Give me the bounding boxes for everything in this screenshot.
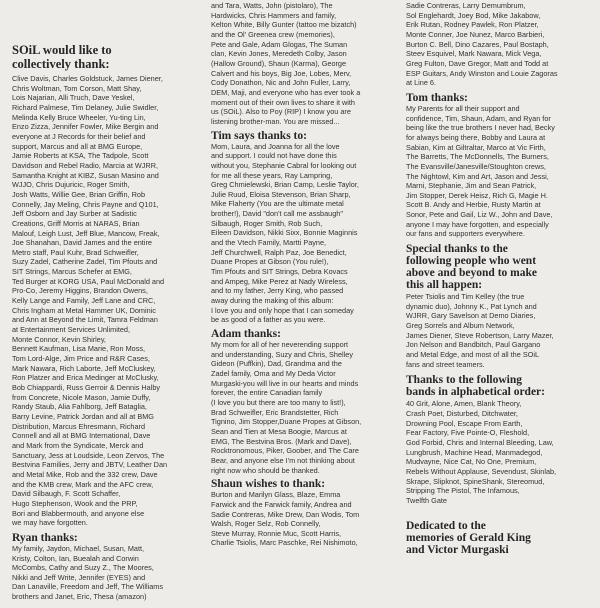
column-3 xyxy=(406,0,592,556)
tom-thanks-body: My Parents for all their support and confidence, Tim, Shaun, Adam, and Ryan for being like the true brothers I never had, Becky for always being there, Bobby and Laura at Sabian, Kim at Giltraltar, Marco at Vic Firth, The Barretts, The McDonnells, The Burners, The Evansville/Janesville/Stoughton crews, The Nightowl, Kim and Art, Jason and Jessi, Marni, Stephanie, Jim and Sean Patrick, Jim Stopper, Derek Heisz, Rich G, Magie H. Scott B. Andy and Herbie, Rusty Martin at Sonor, Pete and Gail, Liz W., John and Dave, anyone I may have forgotten, and especially our fans and supporters everywhere. xyxy=(406,103,555,239)
shaun-thanks-continued: Sadie Contreras, Larry Demumbrum, Sol Englehardt, Joey Bod, Mike Jakabow, Erik Rutan, Rodney Pawlek, Ron Platzer, Monte Conner, Joe Nunez, Marco Barbieri, Burton C. Bell, Dino Cazares, Paul Bostaph, Steev Esquivel, Mark Nawara, Mick Vega, Greg Fulton, Dave Gregor, Matt and Todd at ESP Guitars, Andy Winston and Louie Zagoras at Line 6. xyxy=(406,1,558,88)
tim-thanks-body: Mom, Laura, and Joanna for all the love and support. I could not have done this without you, Stephanie Cabral for looking out for me all these years, Ray Lampring, Greg Chmielewski, Brian Camp, Leslie Taylor, Julie Ruud, Eloisa Stevenson, Brian Sharp, Mike Flaherty (You are the ultimate metal brother!), David "don't call me assbaugh" Silbaugh, Roger Smith, Rob Such, Eileen Davidson, Nikki Sixx, Bonnie Maginnis and the Vtech Family, Martti Payne, Jeff Churchwell, Ralph Paz, Joe Benedict, Duane Propes at Gibson (You rule!), Tim Pfouts and SIT Strings, Debra Kovacs and Ampeg, Mike Perez at Nady Wireless, and to my father, Jerry King, who passed away during the making of this album: I love you and only hope that I can someday be as good of a father as you were. xyxy=(211,141,359,325)
ryan-thanks-heading: Ryan thanks: xyxy=(12,531,78,544)
ryan-thanks-continued: and Tara, Watts, John (pistolaro), The Hardwicks, Chris Hammers and family, Kelton White, Billy Gunter (tattoo me bizatch) and the Ol' Greenea crew (memories), Pete and Gale, Adam Glogas, The Suman clan, Kevin Jones, Meredeth Colby, Jason (Hallow Ground), Shaun (Karma), George Calvert and his boys, Big Joe, Lobes, Merv, Cody Donathon, Nic and John Fuller, Larry, DEM, Maji, and everyone who has ever took a moment out of their own lives to share it with us (SOiL). Also to Poy (RIP) I know you are listening brother-man. You are missed... xyxy=(211,1,361,126)
shaun-thanks-body: Burton and Marilyn Glass, Blaze, Emma Farwick and the Farwick family, Andrea and Sadie Contreras, Mike Drew, Dan Wodis, Tom Walsh, Roger Selz, Rob Connelly, Steve Murray, Ronnie Muc, Scott Harris, Charlie Tsiolis, Marc Paschke, Rei Nishimoto, xyxy=(211,490,360,548)
shaun-thanks-heading: Shaun wishes to thank: xyxy=(211,478,326,491)
bands-thanks-heading: Thanks to the following bands in alphabetical order: xyxy=(406,374,545,399)
column-2 xyxy=(211,0,397,548)
bands-thanks-body: 40 Grit, Alone, Amen, Blank Theory, Crash Poet, Disturbed, Ditchwater, Drowning Pool, Escape From Earth, Fear Factory, Five Pointe-O, Fleshold, God Forbid, Chris and Internal Bleeding, Law, Lungbrush, Machine Head, Manmadegod, Mudvayne, Nice Cat, No One, Premium, Rebels Without Applause, Sevendust, Skinlab, Skrape, Slipknot, SpineShank, Stereomud, Stripping The Pistol, The Infamous, Twelfth Gate xyxy=(406,399,557,505)
tim-thanks-heading: Tim says thanks to: xyxy=(211,129,307,142)
soil-thanks-body: Clive Davis, Charles Goldstuck, James Diener, Chris Woltman, Tom Corson, Matt Shay, Lois Najarian, Alli Truch, Dave Yeskel, Richard Palmese, Tim Delaney, Julie Swidler, Melinda Kelly Bruce Wheeler, Yu-ting Lin, Enzo Zizza, Jennifer Fowler, Mike Bergin and everyone at J Records for their belief and support, Marcus and all at BMG Europe, Jamie Roberts at KSA, The Tadpole, Scott Davidson and Rebel Radio, Marcia at WJRR, Samantha Knight at KIBZ, Susan Masino and WJJO, Chris Dujuricic, Roger Smith, Josh Watts, Willie Gee, Brian Griffin, Rob Connelly, Jay Meling, Chris Payne and Q101, Jeff Osborn and Jay Surber at Sadistic Creations, Griff Morris at NARAS, Brian Malouf, Leigh Lust, Jeff Blue, Mancow, Freak, Joe Shanahan, David James and the entire Metro staff, Paul Kuhr, Brad Schweifler, Suzy Zadel, Catherine Zadel, Tim Pfouts and SIT Strings, Marcus Schefer at EMG, Ted Burger at KORG USA, Paul McDonald and Pro-Co, Jeremy Higgins, Brandon Owens, Kelly Lange and Family, Jeff Lane and CRC, Chris Ingham at Metal Hammer UK, Dominic and Ann at Beyond the Limit, Tamra Feldman at Entertainment Services Unlimited, Monte Connor, Kevin Shirley, Bennett Kaufman, Lisa Marie, Ron Moss, Tom Lord-Alge, Jim Price and R&R Cases, Mark Nawara, Rich Laborte, Jeff McCluskey, Ron Platzer and Erica Medinger at McClusky, Bob Chiappardi, Russ Gerroir & Dennis Halby from Concrete, Nicole Mason, Jamie Duffy, Randy Staub, Alia Fahlborg, Jeff Bataglia, Barry Levine, Patrick Jordan and all at BMG Distribution, Marcus Ehresmann, Richard Connell and all at BMG International, Dave and Mark from the Syndicate, Merck and Sanctuary, Jess at Loudside, Leon Zervos, The Bestvina Families, Jerry and JBTV, Leather Dan and Metal Mike, Rob and the 332 crew, Dave and the KMB crew, Mark and the AFC crew, David Silbaugh, F. Scott Schaffer, Hugo Stephenson, Wook and the PRP, Bori and Blabbermouth, and anyone else we may have forgotten. xyxy=(12,74,168,528)
tom-thanks-heading: Tom thanks: xyxy=(406,91,468,104)
special-thanks-heading: Special thanks to the following people who went above and beyond to make this all happen: xyxy=(406,243,537,292)
adam-thanks-heading: Adam thanks: xyxy=(211,328,281,340)
column-1 xyxy=(12,0,202,602)
soil-thanks-heading: SOiL would like to collectively thank: xyxy=(12,43,112,71)
adam-thanks-body: My mom for all of her neverending support and understanding, Suzy and Chris, Shelley Gideon (Puffkin), Dad, Grandma and the Zadel family, Oma and My Deda Victor Murgaski-you will live in our hearts and minds forever, the entire Canadian family (I love you but there are too many to list!), Brad Schweifler, Eric Brandstetter, Rich Tignino, Jim Stopper,Duane Propes at Gibson, Sean and Tien at Mesa Boogie, Marcus at EMG, The Bestvina Bros. (Mark and Dave), Rocktronomous, Piker, Goober, and The Care Bear, and anyone else I'm not thinking about right now who should be thanked. xyxy=(211,340,362,475)
special-thanks-body: Peter Tsiolis and Tim Kelley (the true dynamic duo), Johnny K., Pat Lynch and WJRR, Gary Savelson at Demo Diaries, Greg Sorrels and Album Network, James Diener, Steve Robertson, Larry Mazer, Jon Nelson and Bandbitch, Paul Gargano and Metal Edge, and most of all the SOiL fans and street teamers. xyxy=(406,292,554,369)
ryan-thanks-body: My family, Jaydon, Michael, Susan, Matt, Kristy, Colton, Ian, Buealah and Corwin McCombs, Cathy and Suzy Z., The Moores, Nikki and Jeff Write, Jennifer (EYES) and Dan Lanaville, Freedom and Jeff, The Williams brothers and Janet, Eric, Thesa (amazon) xyxy=(12,543,164,602)
dedication: Dedicated to the memories of Gerald King and Victor Murgaski xyxy=(406,519,531,556)
